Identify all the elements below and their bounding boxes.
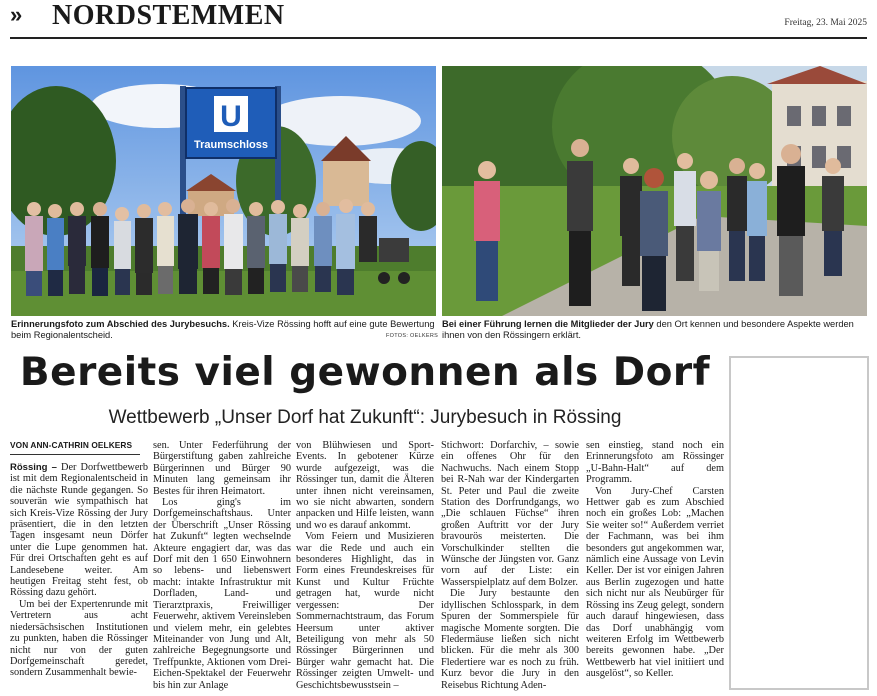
section-title: NORDSTEMMEN	[52, 0, 285, 31]
article-subheadline: Wettbewerb „Unser Dorf hat Zukunft“: Jurybesuch in Rössing	[108, 407, 622, 428]
article-column-3	[296, 440, 434, 696]
sign-text: Traumschloss	[194, 139, 268, 151]
col4-paragraph-2: Die Jury bestaunte den idyllischen Schlosspark, in dem Spuren der Sommerspiele für magische Momente sorgten. Die Fledermäuse ließen sich nicht blicken. Für die mehr als 300 Fledertiere war es noch zu früh. Kurz bevor die Jury in den Reisebus Richtung Aden-	[441, 588, 579, 691]
col1-paragraph-2: Um bei der Expertenrunde mit Vertretern aus acht niedersächsischen Institutionen zu punkten, haben die Rössinger nicht nur von der guten Dorfgemeinschaft geredet, sondern Zusammenhalt bewie-	[10, 598, 148, 679]
col5-paragraph-2: Von Jury-Chef Carsten Hettwer gab es zum Abschied noch ein großes Lob: „Machen Sie weiter so!“ Außerdem verriet der Fachmann, was bei ihm besonders gut angekommen war, nämlich eine Aussage von Levin Keller. Der ist vor einigen Jahren aus Berlin zugezogen und hatte sich nicht nur als Neubürger für Rössing ins Zeug gelegt, sondern auch darauf hingewiesen, dass das Dorf unabhängig vom weiteren Erfolg im Wettbewerb bereits gewonnen habe. „Der Wettbewerb hat viel initiiert und ausgelöst“, so Keller.	[586, 485, 724, 680]
col2-paragraph-1: sen. Unter Federführung der Bürgerstiftung gaben zahlreiche Bürgerinnen und Bürger 90 Minuten lang gemeinsam ihr Bestes für ihren Heimatort.	[153, 440, 291, 497]
left-caption-text: Kreis-Vize Rössing hofft auf eine gute Bewertung beim Regionalentscheid.	[11, 319, 435, 340]
col4-paragraph-1: Stichwort: Dorfarchiv, – sowie ein offenes Ohr für den Nachwuchs. Nach einem Stopp bei R-Nah war der Kindergarten St. Peter und Paul die zweite Station des Dorfrundgangs, wo „Die schlauen Füchse“ ihren großen Auftritt vor der Jury bravourös meisterten. Die Vorschulkinder stellten die Wünsche der Jüngsten vor. Ganz vorn auf der Liste: ein Wasserspielplatz auf dem Bolzer.	[441, 440, 579, 588]
article-column-4	[441, 440, 579, 696]
photo-credit: FOTOS: OELKERS	[386, 333, 439, 339]
col3-paragraph-1: von Blühwiesen und Sport-Events. In gebotener Kürze wurde aufgezeigt, was die Rössinger tun, damit die Älteren unter ihnen nicht vereinsamen, wo sie nicht abwarten, sondern anpacken und Hilfe leisten, wann und wo es darauf ankommt.	[296, 440, 434, 531]
right-photo-caption	[442, 319, 867, 341]
left-photo-caption	[11, 319, 439, 341]
right-caption-lead: Bei einer Führung lernen die Mitglieder der Jury	[442, 319, 654, 329]
article-headline: Bereits viel gewonnen als Dorf	[19, 350, 711, 395]
byline-rule	[10, 454, 140, 455]
group-photo	[11, 66, 436, 316]
header-rule	[10, 37, 867, 39]
issue-date: Freitag, 23. Mai 2025	[784, 18, 867, 28]
sign-letter: U	[220, 100, 242, 133]
dateline: Rössing –	[10, 462, 57, 473]
right-caption-text: den Ort kennen und besondere Aspekte werden ihnen von den Rössingern erklärt.	[442, 319, 854, 340]
col1-paragraph-1: Rössing – Der Dorfwettbewerb ist mit dem Regionalentscheid in die nächste Runde gegangen. So souverän wie sympathisch hat sich Kreis-Vize Rössing der Jury präsentiert, die in den letzten Tagen insgesamt neun Dörfer unter die Lupe genommen hat. Für drei Ortschaften geht es auf Landesebene weiter. Am heutigen Freitag steht fest, ob Rössing dazu gehört.	[10, 462, 148, 599]
article-column-1	[10, 462, 148, 696]
col2-paragraph-2: Los ging's im Dorfgemeinschaftshaus. Unter der Überschrift „Unser Rössing hat Zukunft“ legten wechselnde Akteure engagiert dar, was das Dorf mit den 1 650 Einwohnern so lebens- und liebenswert macht: intakte Infrastruktur mit Dorfladen, Land- und Tierarztpraxis, Freiwilliger Feuerwehr, aktivem Vereinsleben und vielem mehr, ein gelebtes Miteinander von Jung und Alt, zahlreiche Begegnungsorte und Treffpunkte, Aktionen vom Drei-Eichen-Spektakel der Feuerwehr bis hin zur Anlage	[153, 497, 291, 691]
article-column-2	[153, 440, 291, 696]
article-column-5	[586, 440, 724, 696]
tour-photo	[442, 66, 867, 316]
ad-placeholder-box	[729, 356, 869, 690]
section-arrow-icon: »	[10, 2, 23, 27]
col5-paragraph-1: sen einstieg, stand noch ein Erinnerungsfoto am Rössinger „U-Bahn-Halt“ auf dem Programm.	[586, 440, 724, 486]
byline: VON ANN-CATHRIN OELKERS	[10, 440, 133, 450]
col3-paragraph-2: Vom Feiern und Musizieren war die Rede und auch ein besonderes Highlight, das in Form eines Freundeskreises für Kunst und Kultur Früchte getragen hat, wurde nicht vergessen: Der Sommernachtstraum, das Forum Heersum unter aktiver Beteiligung von mehr als 50 Rössinger Bürgerinnen und Bürger wahr gemacht hat. Die Rössinger zeigten Umwelt- und Geschichtsbewusstsein –	[296, 531, 434, 691]
left-caption-lead: Erinnerungsfoto zum Abschied des Jurybesuchs.	[11, 319, 230, 329]
